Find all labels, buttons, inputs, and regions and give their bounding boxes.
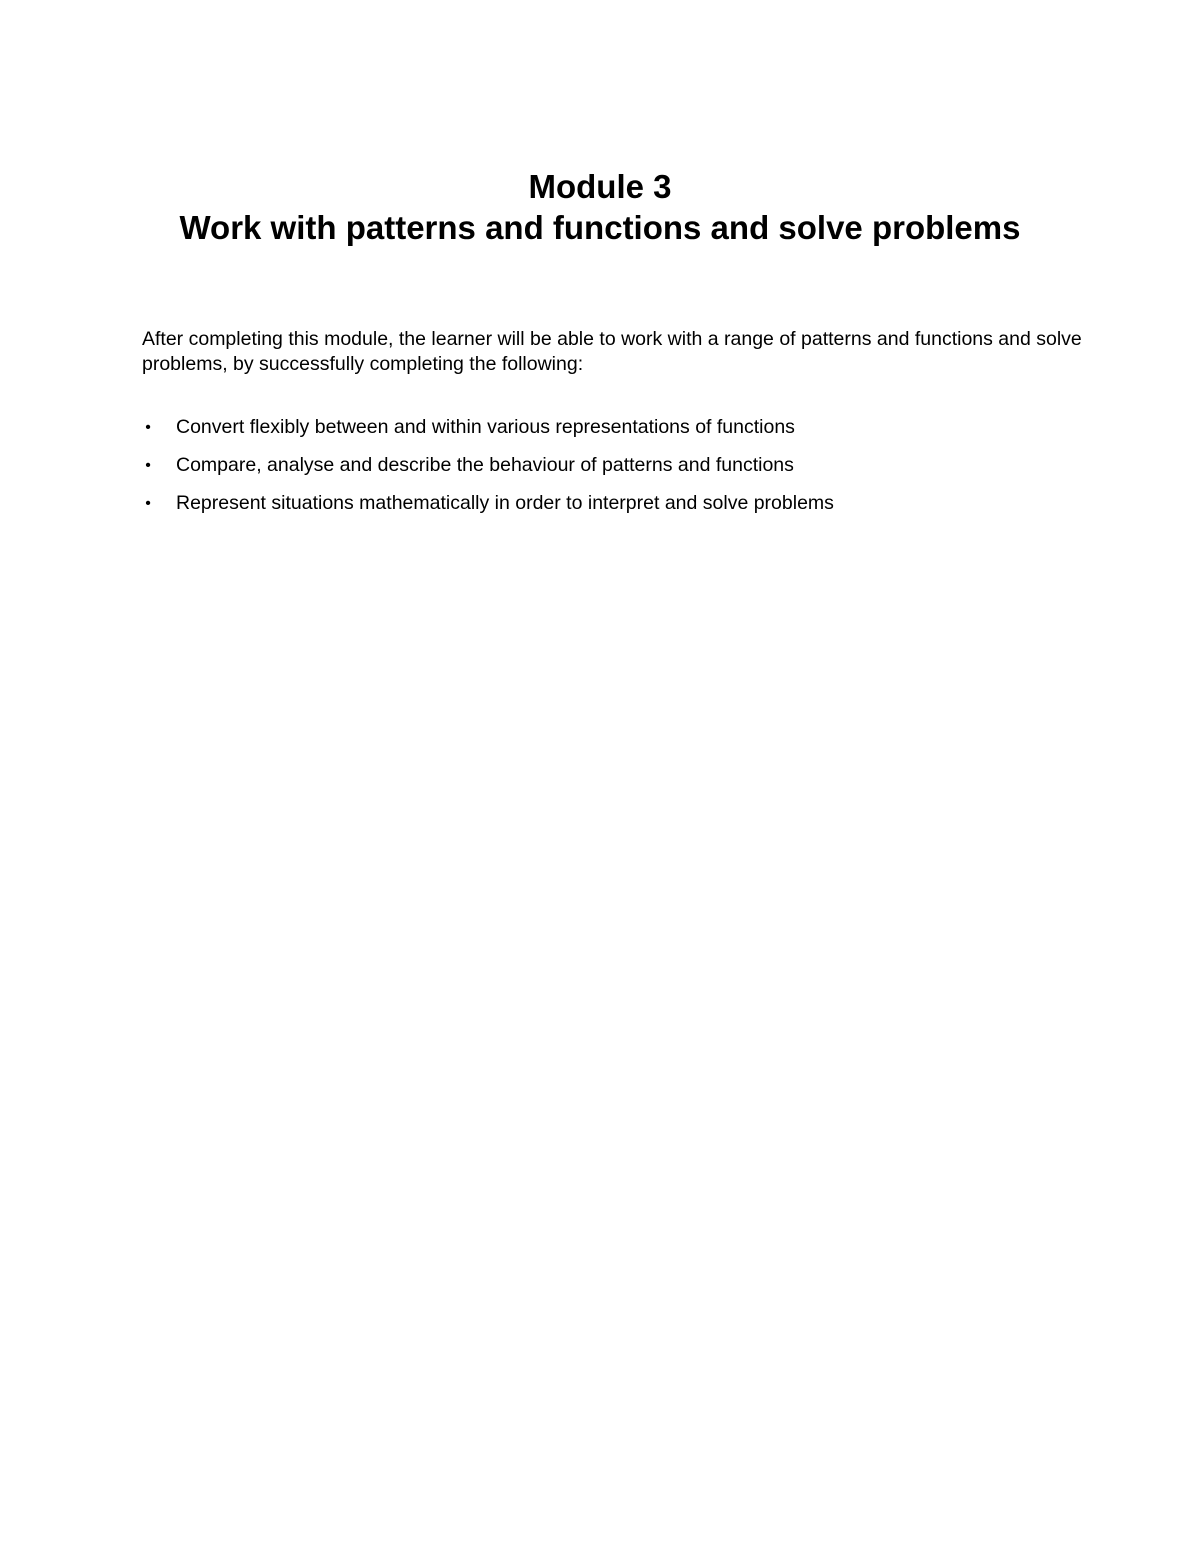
bullet-icon: •: [145, 419, 151, 436]
outcome-text: Convert flexibly between and within various representations of functions: [176, 416, 795, 438]
outcome-item: [142, 415, 1082, 453]
bullet-icon: •: [145, 457, 151, 474]
module-subtitle: Work with patterns and functions and solve problems: [179, 209, 1021, 246]
outcome-item: [142, 453, 1082, 491]
bullet-icon: •: [145, 495, 151, 512]
module-title: Module 3: [528, 168, 672, 205]
title-block: [0, 166, 1200, 248]
outcome-text: Compare, analyse and describe the behaviour of patterns and functions: [176, 454, 794, 476]
outcome-item: [142, 491, 1082, 529]
intro-paragraph: After completing this module, the learner will be able to work with a range of patterns and functions and solve problems, by successfully completing the following:: [142, 328, 1082, 375]
outcome-text: Represent situations mathematically in order to interpret and solve problems: [176, 492, 834, 514]
outcomes-list: [142, 415, 1082, 529]
